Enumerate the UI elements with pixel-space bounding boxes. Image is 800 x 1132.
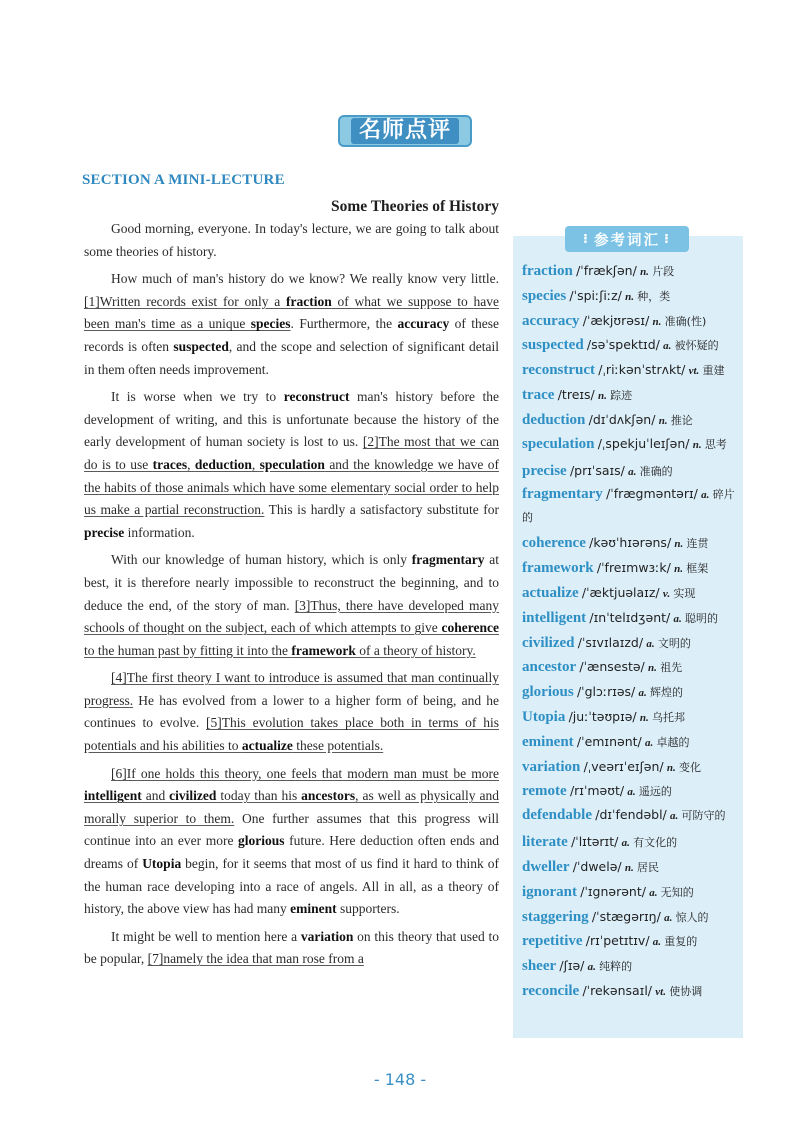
text: ,: [187, 456, 195, 472]
section-badge: [338, 115, 472, 147]
vocab-entry: [522, 855, 740, 880]
vocab-entry: [522, 954, 740, 979]
text: How much of man's history do we know? We really know very little.: [111, 271, 499, 287]
vocab-phonetic: /ˈstægərɪŋ/: [591, 908, 661, 924]
dot-icon: ⁝: [664, 231, 671, 247]
vocab-meaning: 重复的: [664, 935, 698, 949]
page-number: - 148 -: [373, 1070, 427, 1089]
vocab-pos: n.: [640, 266, 649, 278]
vocab-word: deduction: [522, 411, 586, 428]
vocab-pos: a.: [628, 465, 637, 478]
vocab-meaning: 思考: [704, 437, 727, 451]
vocab-meaning: 辉煌的: [650, 686, 684, 700]
vocab-phonetic: /rɪˈməʊt/: [569, 783, 625, 799]
vocab-word: remote: [522, 783, 567, 800]
text: on this theory that used to be popular,: [84, 928, 500, 967]
vocab-word: civilized: [522, 634, 575, 651]
section-heading: SECTION A MINI-LECTURE: [82, 172, 285, 188]
vocab-pos: n.: [652, 315, 662, 328]
vocab-meaning: 片段: [652, 265, 675, 278]
paragraph-3: [84, 386, 499, 544]
article-title: Some Theories of History: [330, 198, 499, 215]
badge-label: 名师点评: [351, 118, 459, 144]
text: ,: [251, 456, 260, 472]
vocab-entry: [522, 730, 740, 755]
vocab-meaning: 祖先: [660, 661, 683, 675]
vocabulary-heading-label: 参考词汇: [594, 232, 660, 249]
text: today than his: [216, 788, 302, 804]
vocab-word: literate: [522, 834, 568, 851]
key-word: fraction: [285, 293, 332, 309]
vocab-pos: n.: [674, 563, 683, 576]
paragraph-5: [84, 667, 499, 757]
vocab-meaning: 碎片的: [522, 488, 735, 525]
vocab-entry: [522, 680, 740, 705]
vocab-pos: a.: [673, 612, 682, 625]
vocab-meaning: 使协调: [669, 984, 703, 998]
key-word: civilized: [169, 788, 217, 804]
key-word: eminent: [290, 901, 337, 917]
vocab-word: fraction: [522, 263, 573, 279]
text: these potentials.: [292, 738, 384, 754]
vocab-meaning: 乌托邦: [652, 710, 686, 724]
vocab-meaning: 变化: [678, 760, 701, 774]
vocab-phonetic: /ɪnˈtelɪdʒənt/: [589, 609, 671, 625]
text: With our knowledge of human history, which is only: [111, 552, 412, 568]
vocab-entry: [522, 606, 740, 631]
key-word: Utopia: [142, 856, 182, 872]
text: [5]This evolution takes place both in terms of his potentials and his abilities to: [84, 715, 499, 754]
vocab-meaning: 惊人的: [675, 910, 709, 924]
text: of a theory of history.: [355, 642, 476, 658]
vocab-meaning: 纯粹的: [599, 960, 633, 974]
vocab-meaning: 准确的: [639, 464, 673, 478]
vocab-word: intelligent: [522, 609, 587, 626]
key-word: intelligent: [84, 788, 142, 804]
vocab-pos: a.: [644, 736, 654, 749]
key-word: variation: [300, 928, 354, 944]
vocab-phonetic: /kəʊˈhɪərəns/: [589, 535, 672, 551]
vocab-phonetic: /ˈrekənsaɪl/: [582, 982, 653, 998]
vocab-phonetic: /ˈfrækʃən/: [576, 263, 637, 278]
vocab-entry: [522, 779, 740, 804]
text: [3]Thus, there have developed many schools of thought on the subject, each of which attempts to give: [84, 597, 499, 636]
underlined-sentence-7: [7]namely the idea that man rose from a: [147, 951, 364, 967]
vocab-pos: n.: [692, 438, 702, 451]
key-word: deduction: [194, 456, 252, 472]
vocabulary-heading: [565, 226, 689, 252]
vocab-word: dweller: [522, 858, 570, 875]
text: He has evolved from a lower to a higher form of being, and he continues to evolve.: [84, 692, 499, 731]
vocab-phonetic: /ˈlɪtərɪt/: [571, 834, 619, 850]
key-word: accuracy: [397, 316, 450, 332]
vocab-phonetic: /ˈglɔːrɪəs/: [576, 684, 636, 700]
vocab-entry: [522, 705, 740, 730]
vocab-entry: [522, 383, 740, 408]
text: begin, for it seems that most of us find it hard to think of the human race developing into a race of angels. All in all, as a theory of history, the above view has had many: [84, 856, 499, 917]
text: [6]If one holds this theory, one feels that modern man must be more: [111, 765, 499, 781]
vocab-pos: a.: [627, 786, 636, 799]
vocab-pos: a.: [652, 936, 662, 949]
vocab-pos: a.: [664, 911, 673, 924]
vocab-phonetic: /ˈænsestə/: [579, 659, 645, 675]
vocab-phonetic: /ˌspekjuˈleɪʃən/: [597, 435, 690, 451]
text: [2]The most that we can do is to use: [84, 434, 499, 472]
vocab-meaning: 可防守的: [681, 809, 726, 823]
paragraph-4: [84, 549, 499, 662]
key-word: fragmentary: [411, 552, 485, 568]
vocab-phonetic: /ˈspiːʃiːz/: [569, 287, 622, 303]
vocab-phonetic: /ʃɪə/: [559, 958, 585, 974]
key-word: speculation: [259, 456, 325, 472]
text: This is hardly a satisfactory substitute for: [264, 502, 499, 518]
vocab-entry: [522, 581, 740, 606]
paragraph-6: [84, 763, 499, 921]
text: at best, it is therefore nearly impossible to reconstruct the beginning, and to deduce the end, of the story of man.: [84, 552, 499, 613]
vocab-word: trace: [522, 386, 555, 403]
key-word: suspected: [173, 338, 229, 354]
vocab-word: reconcile: [522, 982, 580, 999]
text: of what we suppose to have been man's time as a unique: [84, 293, 499, 332]
vocab-meaning: 实现: [673, 586, 696, 600]
key-word: glorious: [238, 833, 285, 849]
text: and: [141, 788, 170, 804]
vocab-pos: a.: [638, 687, 647, 700]
vocab-meaning: 无知的: [660, 885, 694, 899]
underlined-sentence-4: [4]The first theory I want to introduce is assumed that man continually progress.: [84, 670, 499, 708]
vocab-entry: [522, 880, 740, 905]
paragraph-2: [84, 268, 499, 381]
vocab-meaning: 框架: [686, 562, 709, 576]
vocab-entry: [522, 358, 740, 383]
text: It is worse when we try to: [111, 389, 284, 405]
vocab-pos: a.: [646, 637, 655, 650]
vocabulary-list: [522, 259, 740, 1004]
vocab-phonetic: /ˈækjʊrəsɪ/: [582, 312, 650, 328]
vocab-entry: [522, 333, 740, 358]
key-word: framework: [291, 642, 356, 658]
vocab-phonetic: /ˈfreɪmwɜːk/: [596, 560, 671, 576]
key-word: coherence: [441, 620, 499, 636]
text: and the knowledge we have of the habits of those animals which have some elementary social order to help us make a partial reconstruction.: [84, 456, 499, 518]
vocab-phonetic: /dɪˈfendəbl/: [595, 807, 667, 823]
vocab-phonetic: /ˈdwelə/: [572, 858, 622, 874]
vocab-word: actualize: [522, 584, 579, 601]
vocab-meaning: 遥远的: [638, 785, 672, 799]
text: future. Here deduction often ends and dreams of: [84, 833, 499, 872]
vocab-entry: [522, 830, 740, 855]
text: It might be well to mention here a: [111, 928, 301, 944]
vocab-entry: [522, 804, 740, 827]
text: . Furthermore, the: [290, 316, 398, 332]
vocab-meaning: 居民: [636, 860, 659, 874]
vocab-meaning: 种，类: [637, 289, 671, 303]
vocab-word: precise: [522, 462, 567, 479]
vocab-entry: [522, 408, 740, 433]
vocab-entry: [522, 655, 740, 680]
paragraph-7: [84, 926, 499, 971]
vocab-pos: a.: [701, 489, 710, 502]
vocab-meaning: 重建: [702, 364, 725, 378]
vocab-pos: n.: [658, 414, 668, 427]
text: of these records is often: [84, 316, 500, 354]
vocab-entry: [522, 459, 740, 484]
vocab-meaning: 被怀疑的: [674, 339, 719, 353]
vocab-entry: [522, 531, 740, 556]
vocab-word: fragmentary: [522, 486, 603, 503]
vocab-pos: a.: [621, 837, 630, 850]
vocab-word: ancestor: [522, 659, 577, 676]
vocab-pos: n.: [639, 711, 649, 724]
vocab-entry: [522, 483, 740, 528]
vocab-word: coherence: [522, 535, 586, 552]
vocab-pos: n.: [625, 290, 634, 303]
vocab-pos: v.: [662, 587, 671, 600]
vocab-pos: a.: [670, 810, 679, 823]
vocab-word: staggering: [522, 908, 589, 925]
vocab-phonetic: /səˈspektɪd/: [586, 337, 660, 353]
text: One further assumes that this progress will continue into an ever more: [84, 810, 499, 849]
vocab-pos: n.: [598, 389, 607, 402]
vocab-phonetic: /ˌveərɪˈeɪʃən/: [583, 758, 664, 774]
vocab-word: eminent: [522, 733, 574, 750]
vocab-word: species: [522, 287, 567, 304]
vocab-entry: [522, 433, 740, 456]
vocab-phonetic: /ˈfrægməntərɪ/: [606, 486, 698, 502]
vocab-word: framework: [522, 560, 594, 577]
text: supporters.: [336, 901, 400, 917]
vocab-word: variation: [522, 758, 581, 775]
text: to the human past by fitting it into the: [84, 642, 292, 658]
key-word: ancestors: [301, 788, 356, 804]
vocab-phonetic: /juːˈtəʊpɪə/: [568, 708, 637, 724]
vocab-pos: a.: [663, 340, 672, 353]
key-word: precise: [84, 524, 125, 540]
vocab-word: ignorant: [522, 883, 578, 900]
vocab-word: repetitive: [522, 933, 583, 950]
vocab-phonetic: /ˈemɪnənt/: [576, 733, 642, 749]
text: , as well as physically and morally superior to them.: [84, 788, 499, 826]
text: man's history before the development of writing, and this is unfortunate because the history of the early development of human society is lost to us.: [84, 389, 499, 450]
vocab-entry: [522, 929, 740, 954]
vocab-pos: vt.: [655, 985, 666, 998]
vocab-phonetic: /ˈæktjuəlaɪz/: [581, 584, 660, 600]
text: information.: [124, 524, 195, 540]
vocab-pos: a.: [649, 886, 658, 899]
vocab-entry: [522, 556, 740, 581]
text: Good morning, everyone. In today's lecture, we are going to talk about some theories of history.: [84, 221, 499, 259]
vocab-entry: [522, 309, 740, 334]
vocab-pos: vt.: [688, 365, 700, 378]
vocab-phonetic: /ˌriːkənˈstrʌkt/: [598, 362, 686, 378]
vocab-word: glorious: [522, 684, 574, 701]
vocab-word: Utopia: [522, 708, 566, 725]
vocab-entry: [522, 259, 740, 284]
vocab-pos: a.: [587, 961, 596, 974]
key-word: reconstruct: [283, 389, 350, 405]
vocab-phonetic: /ˈɪgnərənt/: [580, 883, 646, 899]
dot-icon: ⁝: [583, 231, 590, 247]
vocab-word: defendable: [522, 807, 593, 824]
vocab-phonetic: /prɪˈsaɪs/: [569, 462, 625, 478]
vocab-pos: n.: [648, 662, 657, 675]
vocab-entry: [522, 905, 740, 930]
vocab-phonetic: /ˈsɪvɪlaɪzd/: [577, 634, 644, 650]
vocab-meaning: 有文化的: [633, 836, 678, 850]
vocab-meaning: 连贯: [686, 537, 709, 551]
vocab-meaning: 文明的: [657, 636, 691, 650]
vocab-word: sheer: [522, 958, 557, 975]
vocab-meaning: 推论: [670, 413, 693, 427]
vocab-meaning: 聪明的: [684, 611, 718, 625]
paragraph-1: [84, 218, 499, 263]
vocab-entry: [522, 979, 740, 1004]
vocab-entry: [522, 631, 740, 656]
vocab-entry: [522, 284, 740, 309]
vocab-entry: [522, 755, 740, 780]
vocab-word: accuracy: [522, 312, 580, 329]
vocab-phonetic: /treɪs/: [557, 386, 595, 402]
vocab-phonetic: /dɪˈdʌkʃən/: [588, 411, 656, 427]
vocab-meaning: 准确(性): [664, 314, 707, 328]
vocab-pos: n.: [624, 861, 634, 874]
vocab-word: suspected: [522, 337, 584, 354]
vocab-phonetic: /rɪˈpetɪtɪv/: [585, 933, 650, 949]
key-word: species: [250, 316, 291, 332]
key-word: traces: [152, 456, 188, 472]
text: , and the scope and selection of significant detail in them often needs improvement.: [84, 338, 499, 377]
vocab-meaning: 踪迹: [610, 388, 633, 402]
vocab-meaning: 卓越的: [656, 735, 690, 749]
key-word: actualize: [241, 738, 293, 754]
vocab-word: speculation: [522, 435, 595, 452]
vocab-pos: n.: [674, 538, 684, 551]
text: [1]Written records exist for only a: [84, 293, 286, 309]
article-body: [84, 218, 499, 976]
vocab-word: reconstruct: [522, 362, 596, 379]
vocab-pos: n.: [666, 761, 676, 774]
